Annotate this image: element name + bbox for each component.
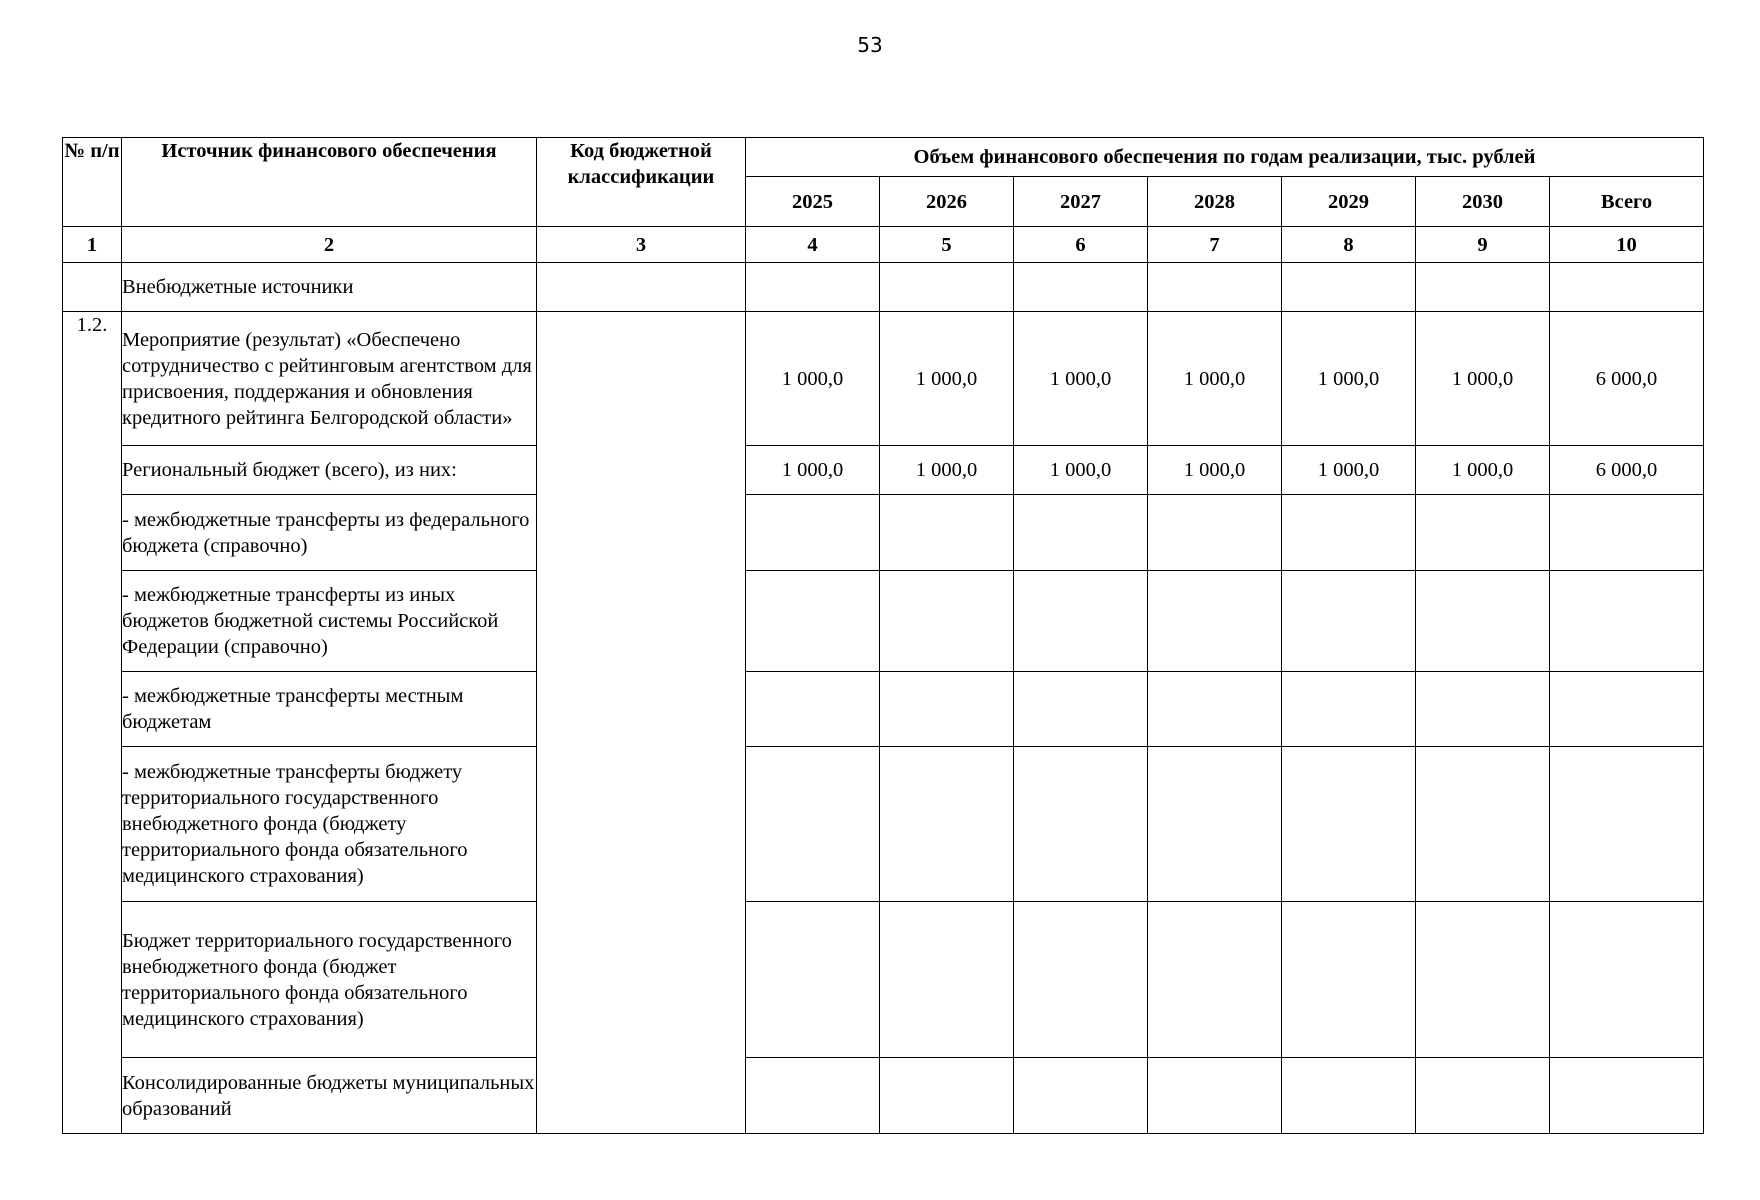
column-number: 10 <box>1550 227 1704 263</box>
value-cell <box>1014 495 1148 571</box>
value-cell <box>880 747 1014 902</box>
value-cell <box>880 571 1014 672</box>
value-cell <box>746 571 880 672</box>
column-number-row <box>63 227 1704 263</box>
value-cell <box>1550 495 1704 571</box>
value-cell <box>1282 672 1416 747</box>
value-cell <box>1550 902 1704 1058</box>
value-cell <box>1416 571 1550 672</box>
table-row <box>63 747 1704 902</box>
value-cell <box>1550 263 1704 312</box>
value-cell <box>880 1058 1014 1134</box>
column-number: 1 <box>63 227 122 263</box>
value-cell <box>1014 672 1148 747</box>
table-row <box>63 312 1704 446</box>
value-cell <box>746 902 880 1058</box>
column-number: 8 <box>1282 227 1416 263</box>
header-year-total: Всего <box>1550 177 1704 227</box>
value-cell <box>880 495 1014 571</box>
value-cell: 1 000,0 <box>1282 446 1416 495</box>
column-number: 6 <box>1014 227 1148 263</box>
value-cell <box>1014 902 1148 1058</box>
value-cell <box>1014 747 1148 902</box>
header-row-top <box>63 138 1704 177</box>
value-cell: 1 000,0 <box>1282 312 1416 446</box>
header-col-no: № п/п <box>63 138 122 227</box>
value-cell <box>1550 571 1704 672</box>
value-cell <box>880 902 1014 1058</box>
value-cell <box>1148 747 1282 902</box>
row-number: 1.2. <box>63 312 122 1134</box>
value-cell: 1 000,0 <box>746 446 880 495</box>
row-label: - межбюджетные трансферты из федерального бюджета (справочно) <box>122 495 537 571</box>
value-cell <box>1148 902 1282 1058</box>
value-cell: 6 000,0 <box>1550 446 1704 495</box>
column-number: 3 <box>537 227 746 263</box>
value-cell: 1 000,0 <box>1416 312 1550 446</box>
value-cell <box>1148 571 1282 672</box>
value-cell <box>1550 1058 1704 1134</box>
value-cell <box>1282 1058 1416 1134</box>
row-label: Консолидированные бюджеты муниципальных образований <box>122 1058 537 1134</box>
value-cell: 1 000,0 <box>1014 446 1148 495</box>
column-number: 9 <box>1416 227 1550 263</box>
header-year: 2027 <box>1014 177 1148 227</box>
header-year: 2030 <box>1416 177 1550 227</box>
value-cell: 1 000,0 <box>1148 446 1282 495</box>
value-cell <box>746 747 880 902</box>
header-col-volume: Объем финансового обеспечения по годам реализации, тыс. рублей <box>746 138 1704 177</box>
header-year: 2025 <box>746 177 880 227</box>
value-cell: 1 000,0 <box>746 312 880 446</box>
value-cell: 1 000,0 <box>1014 312 1148 446</box>
table-row <box>63 495 1704 571</box>
value-cell <box>1416 1058 1550 1134</box>
row-label: - межбюджетные трансферты из иных бюджетов бюджетной системы Российской Федерации (справочно) <box>122 571 537 672</box>
table-row <box>63 263 1704 312</box>
value-cell <box>1282 495 1416 571</box>
value-cell: 1 000,0 <box>1416 446 1550 495</box>
row-label: - межбюджетные трансферты местным бюджетам <box>122 672 537 747</box>
header-year: 2028 <box>1148 177 1282 227</box>
budget-code-cell <box>537 263 746 312</box>
table-row <box>63 1058 1704 1134</box>
value-cell <box>1416 747 1550 902</box>
value-cell <box>1014 571 1148 672</box>
row-number <box>63 263 122 312</box>
financing-table <box>62 137 1704 1134</box>
page-number: 53 <box>857 33 883 57</box>
row-label: Внебюджетные источники <box>122 263 537 312</box>
value-cell <box>1282 263 1416 312</box>
value-cell <box>1550 747 1704 902</box>
value-cell <box>1550 672 1704 747</box>
table-row <box>63 571 1704 672</box>
value-cell <box>1148 672 1282 747</box>
value-cell: 1 000,0 <box>880 446 1014 495</box>
value-cell <box>1282 571 1416 672</box>
value-cell <box>1014 1058 1148 1134</box>
column-number: 7 <box>1148 227 1282 263</box>
table-row <box>63 446 1704 495</box>
row-label: - межбюджетные трансферты бюджету территориального государственного внебюджетного фонда (бюджету территориального фонда обязательного медицинского страхования) <box>122 747 537 902</box>
header-col-code: Код бюджетной классификации <box>537 138 746 227</box>
budget-code-cell <box>537 312 746 1134</box>
column-number: 2 <box>122 227 537 263</box>
value-cell <box>1282 902 1416 1058</box>
value-cell <box>1282 747 1416 902</box>
value-cell <box>1148 495 1282 571</box>
value-cell <box>746 1058 880 1134</box>
value-cell <box>1148 1058 1282 1134</box>
value-cell <box>746 263 880 312</box>
value-cell <box>1148 263 1282 312</box>
header-col-source: Источник финансового обеспечения <box>122 138 537 227</box>
value-cell <box>1416 263 1550 312</box>
header-year: 2029 <box>1282 177 1416 227</box>
value-cell <box>746 495 880 571</box>
column-number: 4 <box>746 227 880 263</box>
value-cell <box>1416 672 1550 747</box>
row-label: Региональный бюджет (всего), из них: <box>122 446 537 495</box>
row-label: Мероприятие (результат) «Обеспечено сотрудничество с рейтинговым агентством для присвоения, поддержания и обновления кредитного рейтинга Белгородской области» <box>122 312 537 446</box>
value-cell <box>1416 902 1550 1058</box>
value-cell <box>746 672 880 747</box>
value-cell <box>1416 495 1550 571</box>
value-cell <box>1014 263 1148 312</box>
value-cell <box>880 263 1014 312</box>
row-label: Бюджет территориального государственного внебюджетного фонда (бюджет территориального фонда обязательного медицинского страхования) <box>122 902 537 1058</box>
value-cell: 1 000,0 <box>880 312 1014 446</box>
header-year: 2026 <box>880 177 1014 227</box>
value-cell: 6 000,0 <box>1550 312 1704 446</box>
table-row <box>63 672 1704 747</box>
table-row <box>63 902 1704 1058</box>
column-number: 5 <box>880 227 1014 263</box>
value-cell: 1 000,0 <box>1148 312 1282 446</box>
value-cell <box>880 672 1014 747</box>
